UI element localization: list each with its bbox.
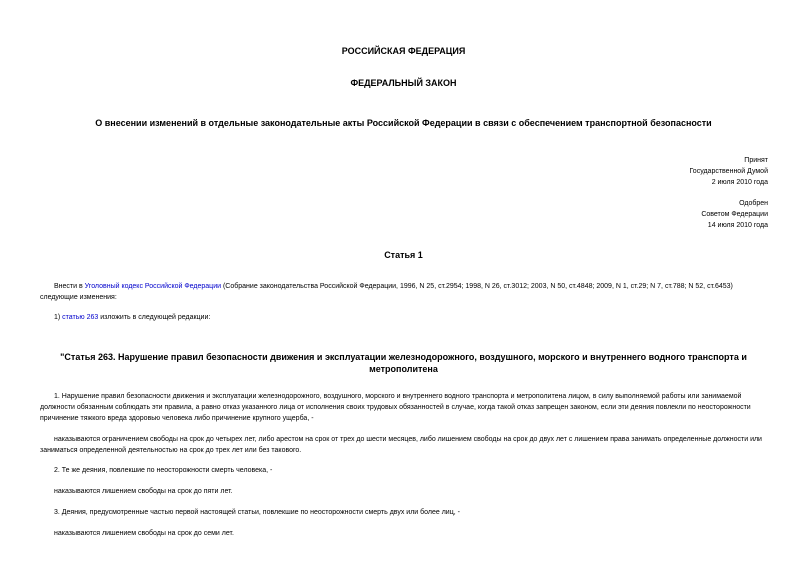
article-263-part-2: 2. Те же деяния, повлекшие по неосторожности смерть человека, - <box>54 467 273 474</box>
adoption-body: Государственной Думой <box>689 168 768 175</box>
article-263-part-2-penalty: наказываются лишением свободы на срок до пяти лет. <box>54 488 233 495</box>
article-1-intro <box>40 281 767 303</box>
adoption-block <box>689 155 768 188</box>
document-type-heading: ФЕДЕРАЛЬНЫЙ ЗАКОН <box>350 78 457 88</box>
article-263-part-3: 3. Деяния, предусмотренные частью первой настоящей статьи, повлекшие по неосторожности смерть двух или более лиц, - <box>54 509 460 516</box>
approval-block <box>701 198 768 231</box>
approval-body: Советом Федерации <box>701 211 768 218</box>
approval-label: Одобрен <box>739 200 768 207</box>
intro-suffix: (Собрание законодательства Российской Федерации, 1996, N 25, ст.2954; 1998, N 26, ст.3012; 2003, N 50, ст.4848; 2009, N 1, ст.29; N 7, ст.788; N 52, ст.6453) следующие изменения: <box>40 283 733 301</box>
item-1-suffix: изложить в следующей редакции: <box>98 314 211 321</box>
item-1-prefix: 1) <box>54 314 63 321</box>
country-heading: РОССИЙСКАЯ ФЕДЕРАЦИЯ <box>341 46 466 56</box>
criminal-code-link[interactable]: Уголовный кодекс Российской Федерации <box>84 283 222 290</box>
adoption-date: 2 июля 2010 года <box>711 179 768 186</box>
law-title: О внесении изменений в отдельные законодательные акты Российской Федерации в связи с обеспечением транспортной безопасности <box>95 118 712 128</box>
article-1-heading: Статья 1 <box>384 250 423 260</box>
article-263-link[interactable]: статью 263 <box>62 314 99 321</box>
article-263-title: "Статья 263. Нарушение правил безопасности движения и эксплуатации железнодорожного, воздушного, морского и внутреннего водного транспорта и метрополитена <box>60 352 747 374</box>
approval-date: 14 июля 2010 года <box>707 222 768 229</box>
article-263-part-1: 1. Нарушение правил безопасности движения и эксплуатации железнодорожного, воздушного, морского и внутреннего водного транспорта и метрополитена лицом, в силу выполняемой работы или занимаемой должности обязанным соблюдать эти правила, а равно отказ указанного лица от исполнения своих трудовых обязанностей в случае, когда такой отказ запрещен законом, если эти деяния повлекли по неосторожности причинение тяжкого вреда здоровью человека либо причинение крупного ущерба, - <box>40 393 751 422</box>
adoption-label: Принят <box>744 157 768 164</box>
article-263-part-1-penalty: наказываются ограничением свободы на срок до четырех лет, либо арестом на срок от трех до шести месяцев, либо лишением свободы на срок до двух лет с лишением права занимать определенные должности или заниматься определенной деятельностью на срок до трех лет или без такового. <box>40 436 762 454</box>
article-263-part-3-penalty: наказываются лишением свободы на срок до семи лет. <box>54 530 234 537</box>
intro-prefix: Внести в <box>54 283 85 290</box>
article-1-item-1 <box>40 312 767 323</box>
